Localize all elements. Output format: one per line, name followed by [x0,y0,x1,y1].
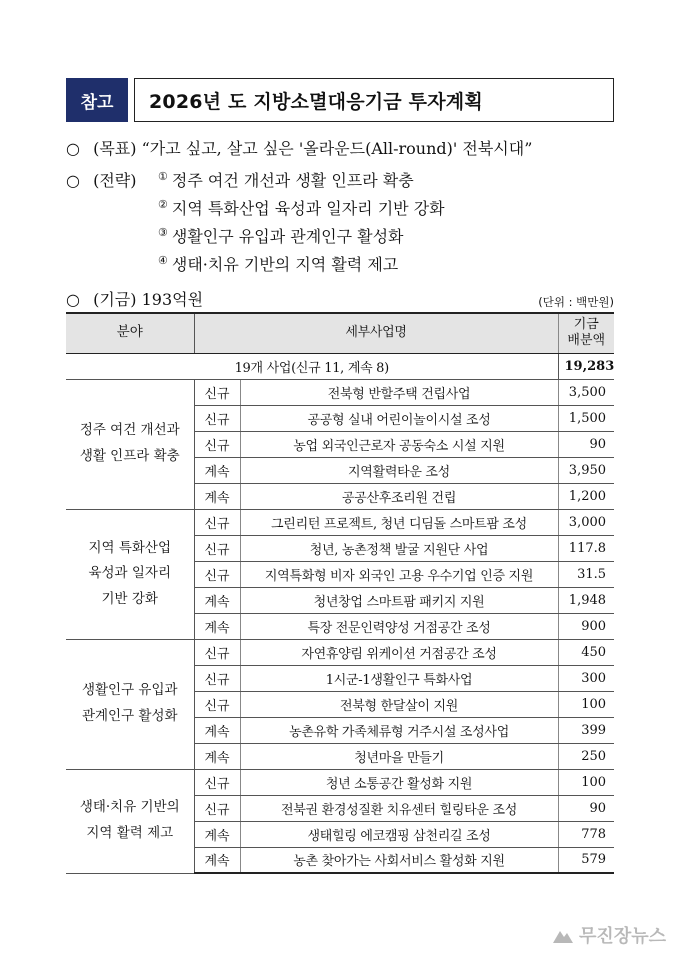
field-label: 생활 인프라 확충 [79,448,180,464]
project-type: 계속 [194,457,240,483]
project-amount: 1,200 [558,483,614,509]
unit-note: (단위 : 백만원) [538,295,614,309]
field-label: 육성과 일자리 [88,565,172,582]
project-type: 계속 [194,821,240,847]
project-amount: 90 [558,795,614,821]
project-name: 특장 전문인력양성 거점공간 조성 [240,613,558,639]
project-type: 계속 [194,847,240,873]
total-row [66,353,614,379]
project-type: 계속 [194,613,240,639]
field-label: 생태·치유 기반의 [79,799,180,816]
project-name: 농촌 찾아가는 사회서비스 활성화 지원 [240,847,558,873]
field-label: 정주 여건 개선과 [79,422,180,439]
project-type: 계속 [194,717,240,743]
goal-text: “가고 싶고, 살고 싶은 '올라운드(All-round)' 전북시대” [141,139,533,158]
project-name: 청년창업 스마트팜 패키지 지원 [240,587,558,613]
project-type: 신규 [194,379,240,405]
fund-text: 193억원 [141,290,204,309]
reference-badge: 참고 [66,78,128,122]
project-type: 신규 [194,769,240,795]
strategy-line [66,168,137,191]
project-amount: 100 [558,769,614,795]
project-type: 신규 [194,561,240,587]
field-label: 관계인구 활성화 [81,708,178,724]
project-amount: 1,500 [558,405,614,431]
project-name: 그린리턴 프로젝트, 청년 디딤돌 스마트팜 조성 [240,509,558,535]
project-amount: 3,500 [558,379,614,405]
project-type: 신규 [194,665,240,691]
project-amount: 31.5 [558,561,614,587]
project-amount: 250 [558,743,614,769]
header-field: 분야 [66,313,194,353]
project-name: 공공산후조리원 건립 [240,483,558,509]
page-title: 2026년 도 지방소멸대응기금 투자계획 [134,78,614,122]
field-cell [66,639,194,769]
total-label: 19개 사업(신규 11, 계속 8) [66,353,558,379]
project-amount: 300 [558,665,614,691]
table-row [66,639,614,665]
project-amount: 900 [558,613,614,639]
strategy-item-2: ② 지역 특화산업 육성과 일자리 기반 강화 [158,198,445,218]
project-name: 청년, 농촌정책 발굴 지원단 사업 [240,535,558,561]
project-amount: 579 [558,847,614,873]
project-name: 농업 외국인근로자 공동숙소 시설 지원 [240,431,558,457]
project-type: 계속 [194,483,240,509]
project-amount: 90 [558,431,614,457]
project-name: 농촌유학 가족체류형 거주시설 조성사업 [240,717,558,743]
project-name: 생태힐링 에코캠핑 삼천리길 조성 [240,821,558,847]
strategy-label: (전략) [93,171,137,190]
project-type: 신규 [194,509,240,535]
project-name: 지역활력타운 조성 [240,457,558,483]
field-label: 지역 활력 제고 [86,825,174,841]
project-amount: 3,950 [558,457,614,483]
table-row [66,379,614,405]
table-row [66,509,614,535]
total-amount: 19,283 [558,353,614,379]
project-amount: 399 [558,717,614,743]
table-header-row [66,313,614,353]
project-name: 청년마을 만들기 [240,743,558,769]
goal-bullet: ○ [66,139,80,158]
goal-line [66,136,532,159]
project-name: 자연휴양림 위케이션 거점공간 조성 [240,639,558,665]
project-type: 신규 [194,431,240,457]
project-amount: 3,000 [558,509,614,535]
strategy-item-1: ① 정주 여건 개선과 생활 인프라 확충 [158,170,414,190]
project-name: 전북형 한달살이 지원 [240,691,558,717]
project-amount: 117.8 [558,535,614,561]
field-label: 생활인구 유입과 [81,682,178,699]
project-type: 신규 [194,405,240,431]
field-cell [66,379,194,509]
project-name: 전북형 반할주택 건립사업 [240,379,558,405]
table-row [66,769,614,795]
strategy-bullet: ○ [66,171,80,190]
project-name: 지역특화형 비자 외국인 고용 우수기업 인증 지원 [240,561,558,587]
project-amount: 450 [558,639,614,665]
fund-label: (기금) [93,290,137,309]
project-type: 신규 [194,691,240,717]
project-amount: 1,948 [558,587,614,613]
goal-label: (목표) [93,139,137,158]
project-type: 계속 [194,743,240,769]
field-label: 지역 특화산업 [88,539,172,556]
header-project: 세부사업명 [194,313,558,353]
fund-bullet: ○ [66,290,80,309]
strategy-item-4: ④ 생태·치유 기반의 지역 활력 제고 [158,254,399,274]
project-type: 신규 [194,795,240,821]
field-label: 기반 강화 [101,590,158,607]
project-type: 계속 [194,587,240,613]
field-cell [66,769,194,873]
project-type: 신규 [194,535,240,561]
mountain-logo-icon [551,923,575,947]
project-amount: 778 [558,821,614,847]
project-name: 1시군-1생활인구 특화사업 [240,665,558,691]
strategy-item-3: ③ 생활인구 유입과 관계인구 활성화 [158,226,404,246]
project-type: 신규 [194,639,240,665]
project-name: 공공형 실내 어린이놀이시설 조성 [240,405,558,431]
project-amount: 100 [558,691,614,717]
watermark: 무진장뉴스 [551,922,666,948]
project-name: 청년 소통공간 활성화 지원 [240,769,558,795]
title-bar [66,78,614,122]
header-amount: 기금 배분액 [558,313,614,353]
project-name: 전북권 환경성질환 치유센터 힐링타운 조성 [240,795,558,821]
field-cell [66,509,194,639]
fund-table [66,312,614,874]
fund-line [66,287,203,310]
